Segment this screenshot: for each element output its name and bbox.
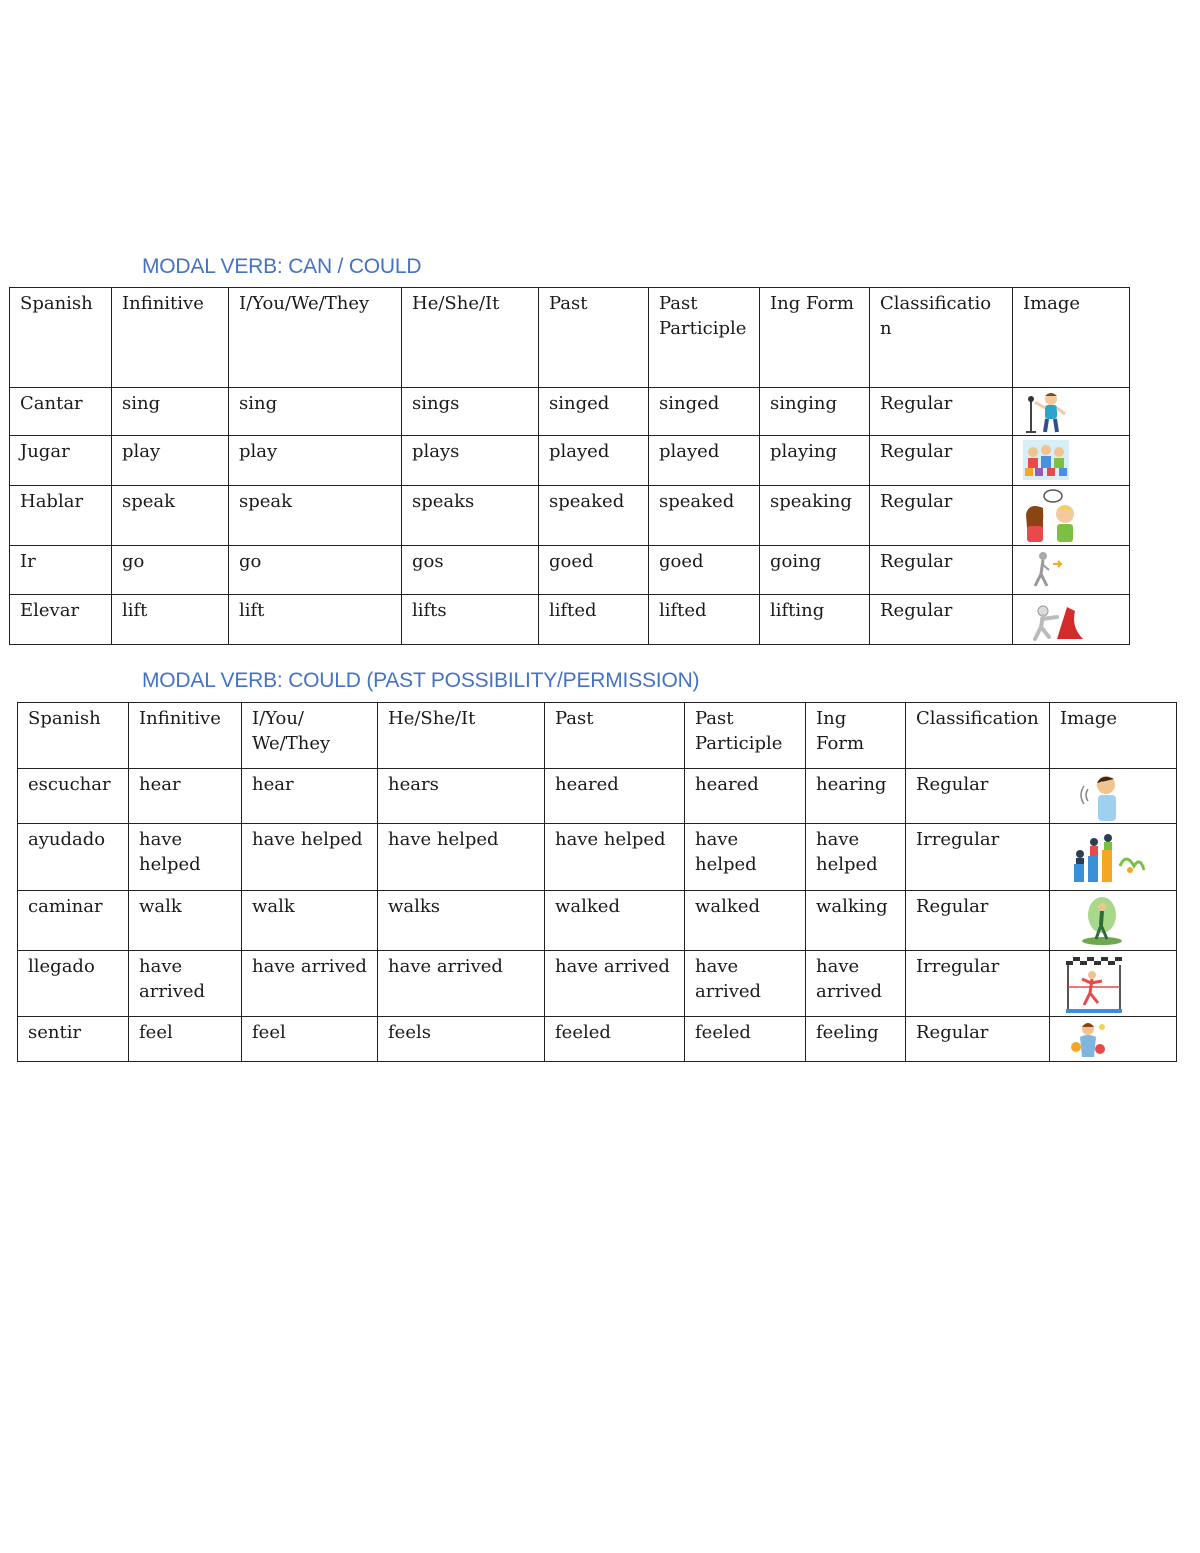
cell-classification: Regular — [870, 595, 1013, 645]
cell-spanish: Jugar — [10, 436, 112, 486]
header-cell: Classification — [906, 703, 1050, 769]
cell-classification: Regular — [870, 436, 1013, 486]
cell-image — [1013, 388, 1130, 436]
header-cell: Ing Form — [760, 288, 870, 388]
person-lifting-arrow-icon — [1021, 597, 1087, 643]
cell-past: heared — [545, 769, 685, 824]
cell-plural: lift — [229, 595, 402, 645]
header-cell: Past Participle — [649, 288, 760, 388]
header-cell: Infinitive — [129, 703, 242, 769]
cell-image — [1013, 486, 1130, 546]
cell-infinitive: walk — [129, 891, 242, 951]
cell-spanish: Cantar — [10, 388, 112, 436]
header-cell: Ing Form — [806, 703, 906, 769]
cell-classification: Regular — [906, 769, 1050, 824]
cell-past-participle: feeled — [685, 1017, 806, 1062]
cell-ing-form: have helped — [806, 824, 906, 891]
cell-classification: Irregular — [906, 824, 1050, 891]
table-header-row — [18, 703, 1177, 769]
header-cell: Infinitive — [112, 288, 229, 388]
header-cell: Past — [539, 288, 649, 388]
cell-third-person: gos — [402, 546, 539, 595]
cell-ing-form: speaking — [760, 486, 870, 546]
cell-image — [1050, 769, 1177, 824]
cell-image — [1050, 824, 1177, 891]
cell-spanish: Hablar — [10, 486, 112, 546]
header-cell: Spanish — [18, 703, 129, 769]
table-row — [18, 891, 1177, 951]
cell-ing-form: hearing — [806, 769, 906, 824]
cell-spanish: Elevar — [10, 595, 112, 645]
cell-past: speaked — [539, 486, 649, 546]
cell-plural: hear — [242, 769, 378, 824]
cell-infinitive: lift — [112, 595, 229, 645]
cell-infinitive: hear — [129, 769, 242, 824]
cell-past: lifted — [539, 595, 649, 645]
cell-past-participle: have arrived — [685, 951, 806, 1017]
table-row — [18, 824, 1177, 891]
cell-third-person: feels — [378, 1017, 545, 1062]
cell-infinitive: play — [112, 436, 229, 486]
cell-ing-form: feeling — [806, 1017, 906, 1062]
person-feeling-icon — [1066, 1019, 1126, 1061]
table1-title: MODAL VERB: CAN / COULD — [142, 255, 422, 278]
cell-past-participle: played — [649, 436, 760, 486]
cell-infinitive: speak — [112, 486, 229, 546]
table2-title: MODAL VERB: COULD (PAST POSSIBILITY/PERMISSION) — [142, 669, 700, 692]
cell-infinitive: sing — [112, 388, 229, 436]
cell-ing-form: playing — [760, 436, 870, 486]
cell-past-participle: lifted — [649, 595, 760, 645]
cell-infinitive: have helped — [129, 824, 242, 891]
cell-past: feeled — [545, 1017, 685, 1062]
cell-past-participle: goed — [649, 546, 760, 595]
cell-spanish: escuchar — [18, 769, 129, 824]
header-cell: Image — [1050, 703, 1177, 769]
cell-plural: sing — [229, 388, 402, 436]
table-row — [18, 1017, 1177, 1062]
cell-spanish: sentir — [18, 1017, 129, 1062]
cell-image — [1013, 595, 1130, 645]
verb-table-could-past — [17, 702, 1177, 1062]
table-row — [18, 951, 1177, 1017]
cell-spanish: llegado — [18, 951, 129, 1017]
cell-third-person: lifts — [402, 595, 539, 645]
table-row — [18, 769, 1177, 824]
cell-past: walked — [545, 891, 685, 951]
cell-spanish: Ir — [10, 546, 112, 595]
cell-image — [1013, 436, 1130, 486]
header-cell: Classificatio n — [870, 288, 1013, 388]
people-talking-icon — [1021, 488, 1081, 544]
cell-third-person: plays — [402, 436, 539, 486]
cell-past-participle: have helped — [685, 824, 806, 891]
cell-third-person: sings — [402, 388, 539, 436]
cell-image — [1050, 951, 1177, 1017]
cell-past-participle: singed — [649, 388, 760, 436]
cell-infinitive: have arrived — [129, 951, 242, 1017]
header-cell: Image — [1013, 288, 1130, 388]
cell-plural: have helped — [242, 824, 378, 891]
cell-image — [1013, 546, 1130, 595]
cell-past: singed — [539, 388, 649, 436]
table-row — [10, 546, 1130, 595]
cell-past-participle: speaked — [649, 486, 760, 546]
finish-line-icon — [1062, 953, 1126, 1015]
cell-plural: play — [229, 436, 402, 486]
person-walking-icon — [1021, 548, 1071, 592]
verb-table-can-could — [9, 287, 1130, 645]
header-cell: I/You/ We/They — [242, 703, 378, 769]
table-header-row — [10, 288, 1130, 388]
cell-plural: feel — [242, 1017, 378, 1062]
person-walking-outdoors-icon — [1072, 893, 1142, 947]
header-cell: Spanish — [10, 288, 112, 388]
header-cell: Past — [545, 703, 685, 769]
cell-classification: Regular — [870, 546, 1013, 595]
cell-past: played — [539, 436, 649, 486]
cell-third-person: walks — [378, 891, 545, 951]
cell-ing-form: singing — [760, 388, 870, 436]
cell-image — [1050, 891, 1177, 951]
cell-past: goed — [539, 546, 649, 595]
cell-third-person: have helped — [378, 824, 545, 891]
cell-infinitive: feel — [129, 1017, 242, 1062]
cell-ing-form: going — [760, 546, 870, 595]
cell-classification: Regular — [870, 486, 1013, 546]
cell-plural: have arrived — [242, 951, 378, 1017]
cell-infinitive: go — [112, 546, 229, 595]
table-row — [10, 388, 1130, 436]
cell-plural: walk — [242, 891, 378, 951]
cell-third-person: have arrived — [378, 951, 545, 1017]
cell-classification: Regular — [870, 388, 1013, 436]
cell-classification: Regular — [906, 891, 1050, 951]
header-cell: He/She/It — [402, 288, 539, 388]
cell-ing-form: lifting — [760, 595, 870, 645]
header-cell: I/You/We/They — [229, 288, 402, 388]
children-playing-icon — [1021, 438, 1071, 482]
table-row — [10, 595, 1130, 645]
cell-past-participle: walked — [685, 891, 806, 951]
cell-plural: speak — [229, 486, 402, 546]
cell-spanish: caminar — [18, 891, 129, 951]
table-row — [10, 436, 1130, 486]
cell-ing-form: walking — [806, 891, 906, 951]
header-cell: He/She/It — [378, 703, 545, 769]
person-listening-icon — [1072, 771, 1162, 823]
cell-third-person: speaks — [402, 486, 539, 546]
cell-spanish: ayudado — [18, 824, 129, 891]
cell-classification: Irregular — [906, 951, 1050, 1017]
cell-image — [1050, 1017, 1177, 1062]
cell-classification: Regular — [906, 1017, 1050, 1062]
people-helping-icon — [1064, 826, 1154, 886]
header-cell: Past Participle — [685, 703, 806, 769]
cell-plural: go — [229, 546, 402, 595]
cell-past: have arrived — [545, 951, 685, 1017]
table-row — [10, 486, 1130, 546]
cell-past-participle: heared — [685, 769, 806, 824]
cell-ing-form: have arrived — [806, 951, 906, 1017]
singer-icon — [1021, 390, 1069, 434]
cell-past: have helped — [545, 824, 685, 891]
cell-third-person: hears — [378, 769, 545, 824]
